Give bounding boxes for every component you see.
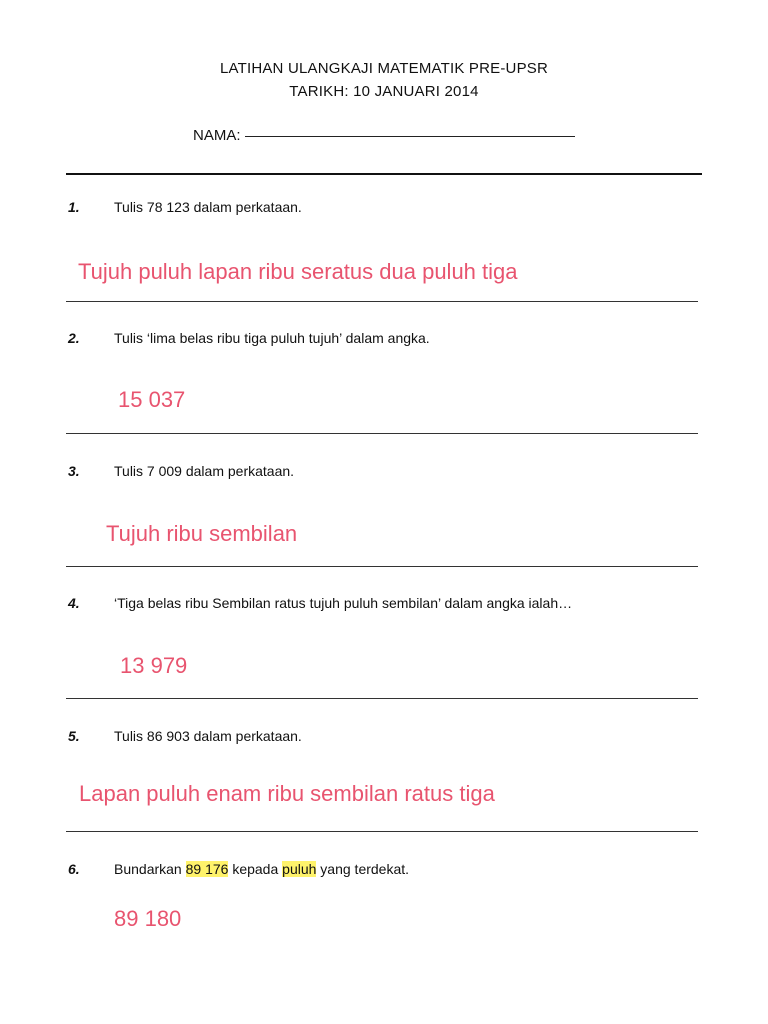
answer-text: 13 979 — [120, 653, 188, 678]
answer-line — [66, 566, 698, 567]
name-blank-line — [245, 136, 575, 137]
answer-line — [66, 698, 698, 699]
name-field — [193, 127, 575, 144]
question-text-part: yang terdekat. — [316, 861, 410, 877]
answer-text: 89 180 — [114, 906, 182, 931]
answer-text: Lapan puluh enam ribu sembilan ratus tiga — [79, 781, 495, 806]
question-text: ‘Tiga belas ribu Sembilan ratus tujuh puluh sembilan’ dalam angka ialah… — [114, 595, 573, 611]
question-number: 4. — [68, 595, 80, 611]
name-label: NAMA: — [193, 127, 241, 144]
answer-text: Tujuh ribu sembilan — [106, 521, 298, 546]
question-text-part: Bundarkan — [114, 861, 186, 877]
question-text: Tulis 86 903 dalam perkataan. — [114, 728, 302, 744]
answer-line — [66, 433, 698, 434]
question-number: 6. — [68, 861, 80, 877]
highlighted-number: 89 176 — [185, 861, 229, 877]
question-text-part: kepada — [228, 861, 283, 877]
worksheet-title: LATIHAN ULANGKAJI MATEMATIK PRE-UPSR — [219, 60, 549, 77]
question-number: 2. — [68, 330, 80, 346]
highlighted-word: puluh — [282, 861, 317, 877]
question-number: 3. — [68, 463, 80, 479]
question-text: Tulis ‘lima belas ribu tiga puluh tujuh’ dalam angka. — [114, 330, 430, 346]
question-text — [114, 861, 409, 877]
question-number: 5. — [68, 728, 80, 744]
header-divider — [66, 173, 702, 175]
question-number: 1. — [68, 199, 80, 215]
answer-text: Tujuh puluh lapan ribu seratus dua puluh tiga — [78, 259, 518, 284]
question-text: Tulis 78 123 dalam perkataan. — [114, 199, 302, 215]
worksheet-date: TARIKH: 10 JANUARI 2014 — [289, 83, 479, 100]
answer-line — [66, 301, 698, 302]
question-text: Tulis 7 009 dalam perkataan. — [114, 463, 295, 479]
answer-text: 15 037 — [118, 387, 186, 412]
answer-line — [66, 831, 698, 832]
